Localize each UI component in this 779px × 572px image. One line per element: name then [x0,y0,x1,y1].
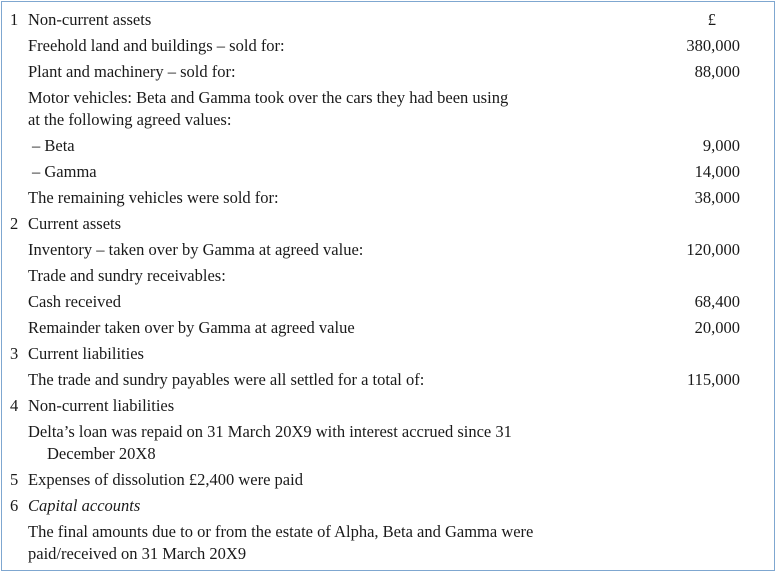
line-label: Inventory – taken over by Gamma at agreed value: [28,240,364,259]
line-value: 38,000 [694,188,740,207]
section-number: 3 [10,344,19,363]
currency-header: £ [707,10,716,29]
section-number: 2 [10,214,19,233]
line-label: The final amounts due to or from the estate of Alpha, Beta and Gamma were [28,522,534,541]
section-number: 6 [10,496,19,515]
line-label: Trade and sundry receivables: [28,266,226,285]
line-value: 88,000 [694,62,740,81]
line-label: Motor vehicles: Beta and Gamma took over the cars they had been using [28,88,509,107]
section-number: 4 [10,396,19,415]
line-value: 115,000 [686,370,740,389]
section-title: Current liabilities [28,344,144,363]
line-value: 20,000 [694,318,740,337]
line-value: 380,000 [686,36,740,55]
section-number: 5 [10,470,19,489]
line-label: December 20X8 [47,444,156,463]
section-title: Non-current liabilities [28,396,175,415]
line-label: at the following agreed values: [28,110,232,129]
line-label: paid/received on 31 March 20X9 [28,544,247,563]
section-title: Current assets [28,214,122,233]
line-label: The trade and sundry payables were all settled for a total of: [28,370,425,389]
line-label: Remainder taken over by Gamma at agreed value [28,318,355,337]
section-title: Non-current assets [28,10,152,29]
line-value: 14,000 [694,162,740,181]
line-value: 9,000 [702,136,740,155]
line-value: 120,000 [686,240,740,259]
line-label: Cash received [28,292,121,311]
line-label: The remaining vehicles were sold for: [28,188,279,207]
dissolution-notes-panel [1,1,775,571]
line-value: 68,400 [694,292,740,311]
line-label: Freehold land and buildings – sold for: [28,36,285,55]
section-title: Capital accounts [28,496,141,515]
section-number: 1 [10,10,19,29]
section-title: Expenses of dissolution £2,400 were paid [28,470,303,489]
line-label: Delta’s loan was repaid on 31 March 20X9 with interest accrued since 31 [28,422,512,441]
line-label: Plant and machinery – sold for: [28,62,236,81]
line-label: – Beta [32,136,75,155]
line-label: – Gamma [32,162,97,181]
